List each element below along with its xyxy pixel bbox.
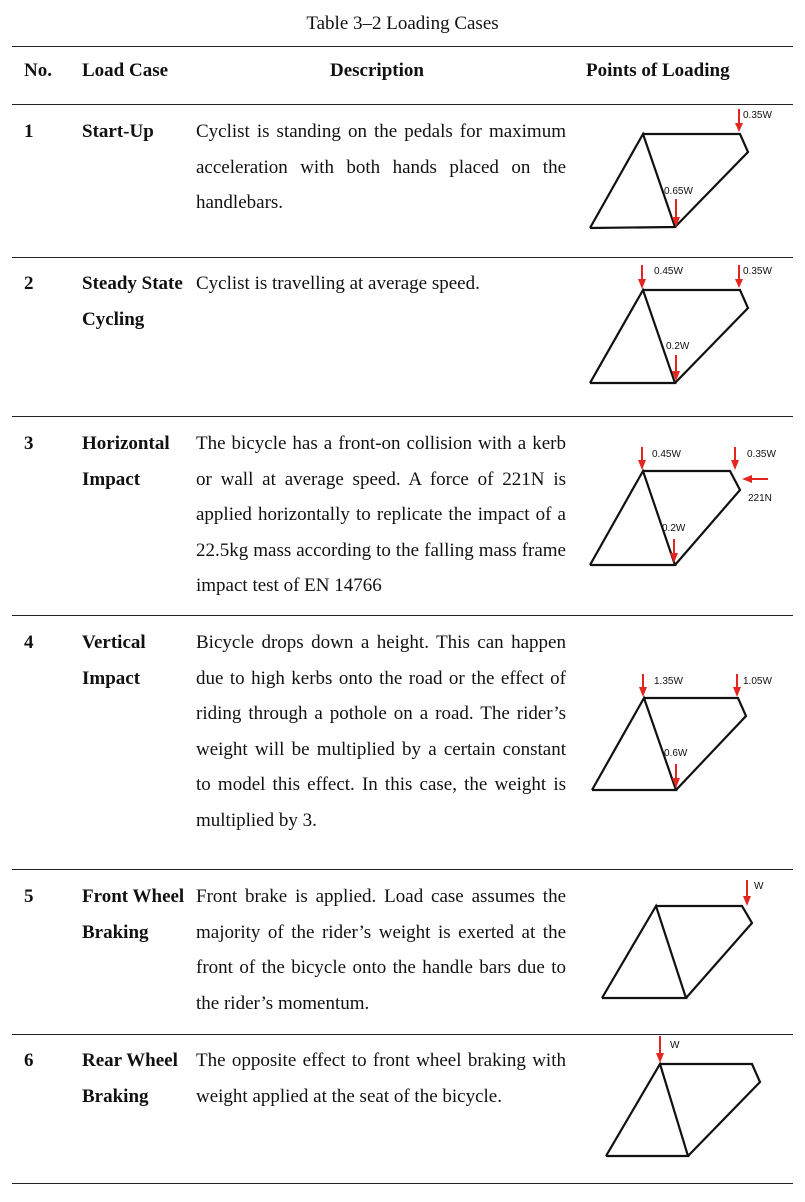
- row-rule: [12, 615, 793, 616]
- header-load-case: Load Case: [82, 60, 169, 81]
- header-no: No.: [24, 60, 52, 81]
- horizontal-load-label: 221N: [748, 493, 772, 504]
- row-number: 5: [24, 886, 34, 907]
- bike-frame-top: [643, 471, 740, 565]
- arrow-head-icon: [742, 475, 752, 483]
- load-case-description: Cyclist is standing on the pedals for maximum acceleration with both hands placed on the handlebars.: [196, 121, 566, 213]
- arrow-head-icon: [743, 896, 751, 906]
- row-rule: [12, 416, 793, 417]
- arrow-head-icon: [638, 460, 646, 470]
- load-case-name: Front Wheel Braking: [82, 886, 185, 943]
- pedal-load-label: 0.6W: [664, 748, 688, 759]
- header-rule: [12, 104, 793, 105]
- seat-load-label: 1.35W: [654, 676, 683, 687]
- arrow-head-icon: [731, 460, 739, 470]
- arrow-head-icon: [735, 123, 743, 132]
- load-case-name: Horizontal Impact: [82, 433, 170, 490]
- bike-frame: [590, 290, 675, 383]
- pedal-load-label: 0.2W: [666, 341, 690, 352]
- seat-load-label: 0.45W: [654, 266, 683, 277]
- arrow-head-icon: [735, 279, 743, 288]
- load-case-description: Front brake is applied. Load case assumes the majority of the rider’s weight is exerted at the front of the bicycle onto the handle bars due to the rider’s momentum.: [196, 886, 566, 1014]
- bike-frame: [606, 1064, 688, 1156]
- table-top-rule: [12, 46, 793, 47]
- frame-diagram: [580, 109, 790, 249]
- arrow-head-icon: [639, 687, 647, 697]
- table-bottom-rule: [12, 1183, 793, 1184]
- row-number: 2: [24, 273, 34, 294]
- row-rule: [12, 869, 793, 870]
- head-load-label: 1.05W: [743, 676, 772, 687]
- seat-load-label: W: [670, 1040, 680, 1051]
- seat-load-label: 0.45W: [652, 449, 681, 460]
- header-description: Description: [330, 60, 424, 81]
- load-case-description: Bicycle drops down a height. This can happen due to high kerbs onto the road or the effect of riding through a pothole on a road. The rider’s weight will be multiplied by a certain constant to model this effect. In this case, the weight is multiplied by 3.: [196, 632, 566, 831]
- head-load-label: W: [754, 881, 764, 892]
- frame-diagram: [580, 443, 790, 583]
- arrow-head-icon: [656, 1053, 664, 1063]
- row-rule: [12, 257, 793, 258]
- load-case-description: The opposite effect to front wheel braking with weight applied at the seat of the bicycle.: [196, 1050, 566, 1107]
- load-case-name: Vertical Impact: [82, 632, 146, 689]
- pedal-load-label: 0.65W: [664, 186, 693, 197]
- bike-frame: [590, 134, 675, 228]
- frame-diagram: [580, 876, 790, 1016]
- bike-frame: [602, 906, 686, 998]
- load-case-description: Cyclist is travelling at average speed.: [196, 273, 480, 294]
- bike-frame: [592, 698, 676, 790]
- frame-diagram: [580, 670, 790, 810]
- arrow-head-icon: [638, 279, 646, 289]
- frame-diagram: [580, 1034, 790, 1174]
- head-load-label: 0.35W: [743, 110, 772, 121]
- load-case-name: Steady State Cycling: [82, 273, 183, 330]
- row-number: 3: [24, 433, 34, 454]
- load-case-name: Rear Wheel Braking: [82, 1050, 178, 1107]
- head-load-label: 0.35W: [747, 449, 776, 460]
- header-points-of-loading: Points of Loading: [586, 60, 730, 81]
- load-case-name: Start-Up: [82, 121, 154, 142]
- head-load-label: 0.35W: [743, 266, 772, 277]
- frame-diagram: [580, 265, 790, 405]
- arrow-head-icon: [733, 687, 741, 697]
- pedal-load-label: 0.2W: [662, 523, 686, 534]
- row-number: 4: [24, 632, 34, 653]
- table-caption: Table 3–2 Loading Cases: [306, 13, 499, 34]
- load-case-description: The bicycle has a front-on collision with a kerb or wall at average speed. A force of 221N is applied horizontally to replicate the impact of a 22.5kg mass according to the falling mass frame impact test of EN 14766: [196, 433, 566, 596]
- row-number: 1: [24, 121, 34, 142]
- row-number: 6: [24, 1050, 34, 1071]
- bike-frame: [590, 471, 675, 565]
